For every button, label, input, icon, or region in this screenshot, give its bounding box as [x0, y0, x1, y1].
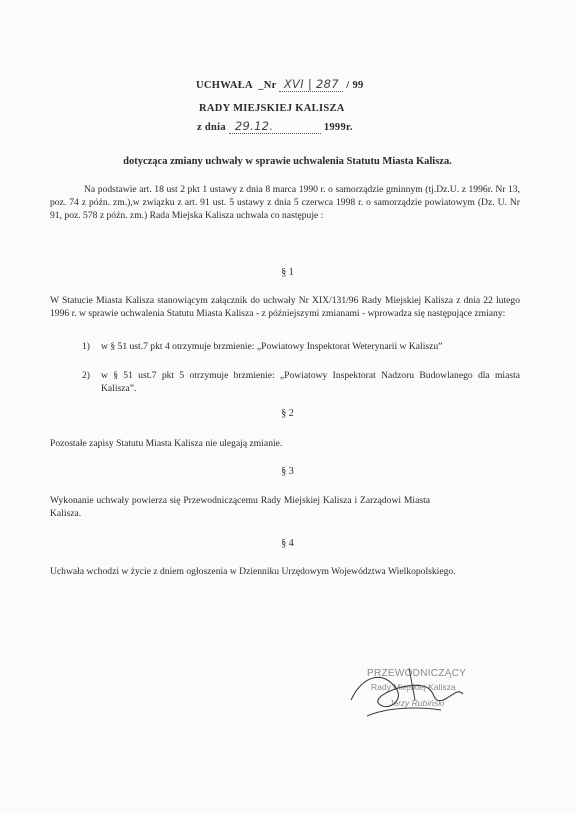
section-3-mark: § 3: [281, 466, 294, 477]
list-item-number: 2): [82, 370, 90, 381]
resolution-number: XVI | 287: [279, 77, 343, 92]
date-year: 1999r.: [323, 122, 353, 133]
preamble: [50, 183, 520, 222]
preamble-text: Na podstawie art. 18 ust 2 pkt 1 ustawy z dnia 8 marca 1990 r. o samorządzie gminnym (tj.Dz.U. z 1996r. Nr 13, poz. 74 z późn. zm.),w związku z art. 91 ust. 5 ustawy z dnia 5 czerwca 1998 r. o samorządzie powiatowym (Dz. U. Nr 91, poz. 578 z późn. zm.) Rada Miejska Kalisza uchwala co następuje :: [50, 184, 520, 221]
resolution-number-line: UCHWAŁA _Nr XVI | 287 / 99: [196, 77, 364, 91]
list-item-number: 1): [82, 341, 90, 352]
section-2-text: Pozostałe zapisy Statutu Miasta Kalisza nie ulegają zmianie.: [50, 438, 283, 449]
section-1-mark: § 1: [281, 267, 294, 278]
section-4-mark: § 4: [281, 538, 294, 549]
resolution-subject: dotycząca zmiany uchwały w sprawie uchwalenia Statutu Miasta Kalisza.: [123, 156, 452, 167]
resolution-year-suffix: / 99: [346, 80, 364, 91]
date-prefix: z dnia: [197, 122, 226, 133]
signature-name: Jerzy Rubiński: [389, 698, 445, 708]
list-item-text: w § 51 ust.7 pkt 5 otrzymuje brzmienie: „Powiatowy Inspektorat Nadzoru Budowlanego dla miasta Kalisza”.: [101, 370, 520, 394]
section-4-text: Uchwała wchodzi w życie z dniem ogłoszenia w Dzienniku Urzędowym Województwa Wielkopolskiego.: [50, 566, 456, 577]
signature-block: [345, 660, 485, 730]
section-3-text: Wykonanie uchwały powierza się Przewodniczącemu Rady Miejskiej Kalisza i Zarządowi Miasta Kalisza.: [50, 495, 430, 519]
section-2-mark: § 2: [281, 408, 294, 419]
handwritten-signature-icon: [345, 660, 485, 730]
resolution-date-line: [197, 119, 353, 134]
council-name: RADY MIEJSKIEJ KALISZA: [199, 103, 345, 114]
nr-label: Nr: [263, 80, 277, 91]
list-item: [82, 369, 520, 395]
list-item-text: w § 51 ust.7 pkt 4 otrzymuje brzmienie: „Powiatowy Inspektorat Weterynarii w Kaliszu”: [101, 341, 443, 352]
signature-role: PRZEWODNICZĄCY: [367, 668, 467, 679]
resolution-title: UCHWAŁA: [196, 80, 253, 91]
list-item: [82, 340, 520, 366]
resolution-date: 29.12.: [229, 119, 321, 134]
signature-body: Rady Miejskiej Kalisza: [371, 682, 456, 692]
section-1-text: W Statucie Miasta Kalisza stanowiącym załącznik do uchwały Nr XIX/131/96 Rady Miejskiej Kalisza z dnia 22 lutego 1996 r. w sprawie uchwalenia Statutu Miasta Kalisza - z późniejszymi zmianami - wprowadza się następujące zmiany:: [50, 295, 520, 319]
